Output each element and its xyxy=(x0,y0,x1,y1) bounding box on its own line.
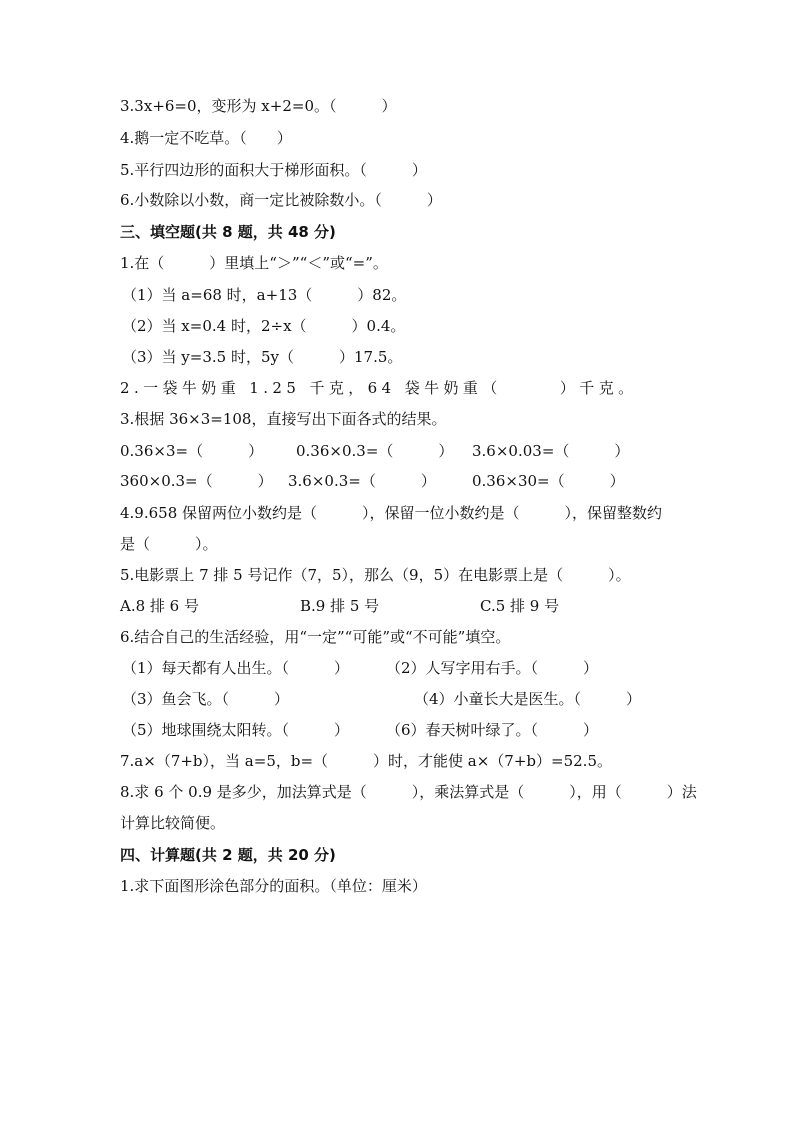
fill-q5-stem: 5.电影票上 7 排 5 号记作（7，5），那么（9，5）在电影票上是（ ）。 xyxy=(120,566,631,584)
fill-q3-r1-c3: 3.6×0.03=（ ） xyxy=(472,442,630,460)
fill-q3-r1-c1: 0.36×3=（ ） xyxy=(120,442,264,460)
judge-question-3: 3.3x+6=0，变形为 x+2=0。（ ） xyxy=(120,97,397,115)
fill-q1-item-2: （2）当 x=0.4 时，2÷x（ ）0.4。 xyxy=(122,317,406,335)
fill-q6-stem: 6.结合自己的生活经验，用“一定”“可能”或“不可能”填空。 xyxy=(120,628,511,646)
fill-q5-option-c: C.5 排 9 号 xyxy=(480,597,560,615)
fill-q6-item-2: （2）人写字用右手。（ ） xyxy=(386,659,599,677)
fill-q3-r2-c3: 0.36×30=（ ） xyxy=(472,472,625,490)
section-3-title: 三、填空题(共 8 题，共 48 分) xyxy=(120,223,336,241)
fill-q6-item-3: （3）鱼会飞。（ ） xyxy=(122,690,290,708)
fill-q1-item-1: （1）当 a=68 时，a+13（ ）82。 xyxy=(122,286,407,304)
calc-q1: 1.求下面图形涂色部分的面积。（单位：厘米） xyxy=(120,877,427,895)
fill-q8-line-2: 计算比较简便。 xyxy=(120,814,226,832)
fill-q6-item-4: （4）小童长大是医生。（ ） xyxy=(414,690,642,708)
fill-q3-r1-c2: 0.36×0.3=（ ） xyxy=(296,442,454,460)
judge-question-5: 5.平行四边形的面积大于梯形面积。（ ） xyxy=(120,161,427,179)
fill-q8-line-1: 8.求 6 个 0.9 是多少，加法算式是（ ），乘法算式是（ ），用（ ）法 xyxy=(120,783,697,801)
section-4-title: 四、计算题(共 2 题，共 20 分) xyxy=(120,846,336,864)
fill-q6-item-5: （5）地球围绕太阳转。（ ） xyxy=(122,721,350,739)
fill-q6-item-1: （1）每天都有人出生。（ ） xyxy=(122,659,350,677)
fill-q3-r2-c2: 3.6×0.3=（ ） xyxy=(288,472,436,490)
fill-q3-r2-c1: 360×0.3=（ ） xyxy=(120,472,273,490)
fill-q1-stem: 1.在（ ）里填上“＞”“＜”或“=”。 xyxy=(120,254,388,272)
judge-question-6: 6.小数除以小数，商一定比被除数小。（ ） xyxy=(120,191,442,209)
fill-q7: 7.a×（7+b），当 a=5，b=（ ）时，才能使 a×（7+b）=52.5。 xyxy=(120,752,612,770)
fill-q1-item-3: （3）当 y=3.5 时，5y（ ）17.5。 xyxy=(122,348,403,366)
fill-q3-stem: 3.根据 36×3=108，直接写出下面各式的结果。 xyxy=(120,410,447,428)
fill-q6-item-6: （6）春天树叶绿了。（ ） xyxy=(386,721,599,739)
fill-q2: 2.一袋牛奶重 1.25 千克，64 袋牛奶重（ ）千克。 xyxy=(120,379,638,397)
judge-question-4: 4.鹅一定不吃草。（ ） xyxy=(120,129,292,147)
fill-q5-option-a: A.8 排 6 号 xyxy=(120,597,199,615)
fill-q5-option-b: B.9 排 5 号 xyxy=(300,597,380,615)
fill-q4-line-2: 是（ ）。 xyxy=(120,535,218,553)
fill-q4-line-1: 4.9.658 保留两位小数约是（ ），保留一位小数约是（ ），保留整数约 xyxy=(120,504,663,522)
